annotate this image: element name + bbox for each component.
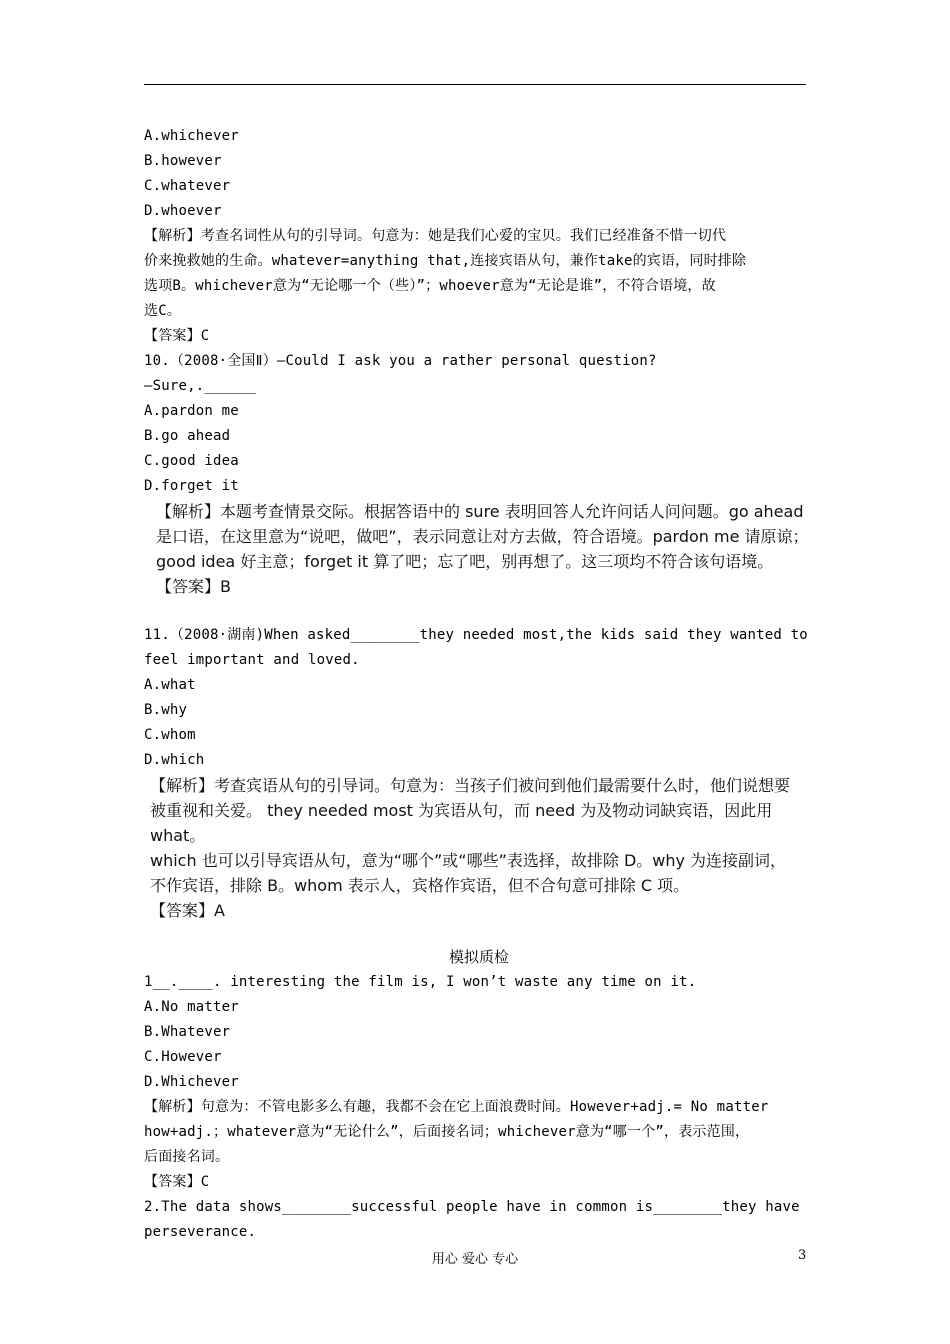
analysis-line: 选C。	[144, 303, 182, 319]
analysis-line: 是口语，在这里意为“说吧，做吧”，表示同意让对方去做，符合语境。pardon me 请原谅；	[156, 527, 809, 546]
option-d: D.whoever	[144, 203, 222, 219]
analysis-line: 被重视和关爱。 they needed most 为宾语从句，而 need 为及物动词缺宾语，因此用 what。	[150, 801, 773, 845]
question-stem: 10.（2008·全国Ⅱ）—Could I ask you a rather personal question?	[144, 353, 657, 369]
option-d: D.forget it	[144, 478, 239, 494]
question-stem: 2.The data shows________successful people have in common is________they have	[144, 1199, 800, 1215]
analysis-line: 后面接名词。	[144, 1149, 230, 1165]
page-footer: 用心 爱心 专心	[431, 1252, 519, 1267]
option-b: B.go ahead	[144, 428, 231, 444]
analysis-line: 【解析】考查宾语从句的引导词。句意为：当孩子们被问到他们最需要什么时，他们说想要	[150, 776, 791, 795]
option-a: A.pardon me	[144, 403, 239, 419]
option-c: C.whom	[144, 727, 196, 743]
option-d: D.which	[144, 752, 205, 768]
question-stem: feel important and loved.	[144, 652, 360, 668]
analysis-line: 【解析】本题考查情景交际。根据答语中的 sure 表明回答人允许问话人问问题。go ahead	[156, 502, 804, 521]
option-a: A.No matter	[144, 999, 239, 1015]
answer-line: 【答案】A	[150, 901, 225, 920]
option-b: B.Whatever	[144, 1024, 231, 1040]
option-a: A.what	[144, 677, 196, 693]
question-stem: 1__.____. interesting the film is, I won’t waste any time on it.	[144, 974, 697, 990]
analysis-line: 选项B。whichever意为“无论哪一个（些）”；whoever意为“无论是谁”，不符合语境，故	[144, 278, 716, 294]
analysis-line: 【解析】考查名词性从句的引导词。句意为：她是我们心爱的宝贝。我们已经准备不惜一切代	[144, 228, 727, 244]
analysis-line: 不作宾语，排除 B。whom 表示人，宾格作宾语，但不合句意可排除 C 项。	[150, 876, 690, 895]
answer-line: 【答案】B	[156, 577, 231, 596]
header-rule	[144, 84, 806, 85]
option-b: B.why	[144, 702, 188, 718]
option-d: D.Whichever	[144, 1074, 239, 1090]
question-stem: —Sure,.______	[144, 378, 257, 394]
document-body	[144, 124, 814, 1245]
analysis-line: which 也可以引导宾语从句，意为“哪个”或“哪些”表选择，故排除 D。why 为连接副词，	[150, 851, 787, 870]
option-b: B.however	[144, 153, 222, 169]
analysis-line: 价来挽救她的生命。whatever=anything that,连接宾语从句，兼作take的宾语，同时排除	[144, 253, 747, 269]
option-c: C.whatever	[144, 178, 231, 194]
option-c: C.However	[144, 1049, 222, 1065]
question-stem: 11.（2008·湖南)When asked________they needed most,the kids said they wanted to	[144, 627, 808, 643]
page-number: 3	[798, 1248, 807, 1263]
question-stem: perseverance.	[144, 1224, 257, 1240]
answer-line: 【答案】C	[144, 1174, 210, 1190]
analysis-line: 【解析】句意为：不管电影多么有趣，我都不会在它上面浪费时间。However+adj.= No matter	[144, 1099, 769, 1115]
section-title: 模拟质检	[448, 948, 509, 966]
answer-line: 【答案】C	[144, 328, 210, 344]
option-a: A.whichever	[144, 128, 239, 144]
analysis-line: good idea 好主意；forget it 算了吧；忘了吧，别再想了。这三项均不符合该句语境。	[156, 552, 774, 571]
analysis-line: how+adj.；whatever意为“无论什么”，后面接名词；whichever意为“哪一个”，表示范围，	[144, 1124, 750, 1140]
option-c: C.good idea	[144, 453, 239, 469]
